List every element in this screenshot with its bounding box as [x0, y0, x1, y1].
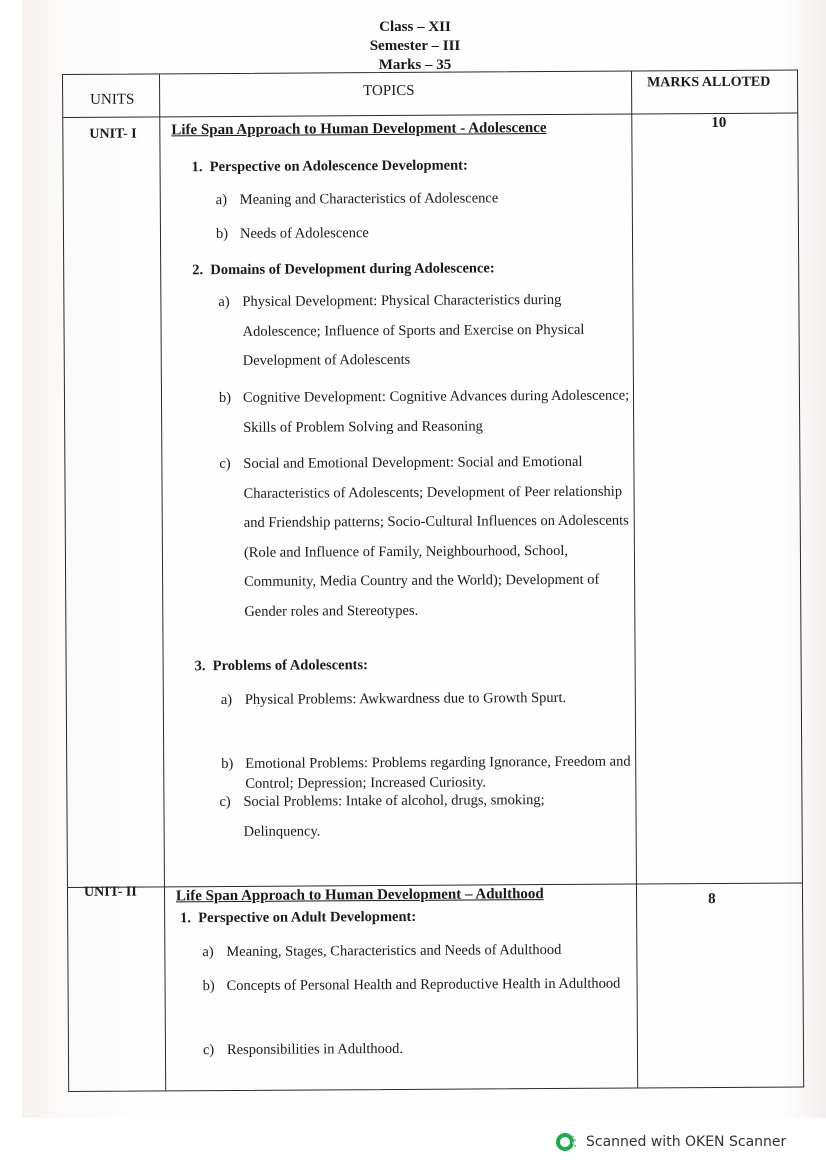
column-header-topics: TOPICS	[363, 82, 415, 100]
section-heading: 1. Perspective on Adolescence Development:	[191, 157, 468, 176]
list-item: a) Physical Development: Physical Characteristics during Adolescence; Influence of Sports and Exercise on Physical Development of Adolescents	[218, 291, 585, 369]
list-item: a) Meaning and Characteristics of Adolescence	[215, 190, 499, 209]
unit-title: Life Span Approach to Human Development - Adolescence	[171, 120, 547, 139]
list-item: b) Needs of Adolescence	[215, 225, 369, 243]
unit-label: UNIT- II	[83, 884, 137, 900]
column-header-marks: MARKS ALLOTED	[647, 74, 771, 91]
list-item: b) Cognitive Development: Cognitive Advances during Adolescence; Skills of Problem Solving and Reasoning	[218, 387, 630, 436]
list-item: b) Emotional Problems: Problems regarding Ignorance, Freedom and Control; Depression; Increased Curiosity.	[221, 753, 631, 792]
list-item: a) Physical Problems: Awkwardness due to Growth Spurt.	[220, 689, 567, 709]
section-heading: 1. Perspective on Adult Development:	[180, 908, 417, 927]
unit-title: Life Span Approach to Human Development – Adulthood	[175, 886, 544, 905]
scanner-watermark	[556, 1131, 786, 1153]
list-item: a) Meaning, Stages, Characteristics and Needs of Adulthood	[202, 941, 562, 961]
list-item: b) Concepts of Personal Health and Reproductive Health in Adulthood	[202, 975, 621, 995]
unit-marks: 10	[711, 114, 727, 132]
unit-marks: 8	[708, 891, 716, 908]
class-label: Class – XII	[379, 19, 451, 35]
section-heading: 3. Problems of Adolescents:	[194, 657, 368, 675]
syllabus-table	[62, 70, 804, 1092]
watermark-text: Scanned with OKEN Scanner	[586, 1134, 787, 1150]
marks-label: Marks – 35	[378, 57, 452, 73]
column-header-units: UNITS	[90, 91, 135, 108]
document-heading	[340, 18, 490, 75]
column-divider	[159, 74, 166, 1090]
list-item: c) Social Problems: Intake of alcohol, drugs, smoking; Delinquency.	[219, 792, 545, 840]
oken-scanner-logo-icon	[556, 1132, 578, 1152]
semester-label: Semester – III	[369, 38, 461, 54]
section-heading: 2. Domains of Development during Adolescence:	[192, 260, 495, 279]
list-item: c) Social and Emotional Development: Social and Emotional Characteristics of Adolescents; Development of Peer relationship and Friendship patterns; Socio-Cultural Influences on Adolescents (Role and Influence of Family, Neighbourhood, School, Community, Media Country and the World); Development of Gender roles and Stereotypes.	[219, 453, 629, 620]
unit-label: UNIT- I	[89, 126, 137, 142]
header-divider	[63, 113, 797, 118]
list-item: c) Responsibilities in Adulthood.	[202, 1040, 404, 1059]
